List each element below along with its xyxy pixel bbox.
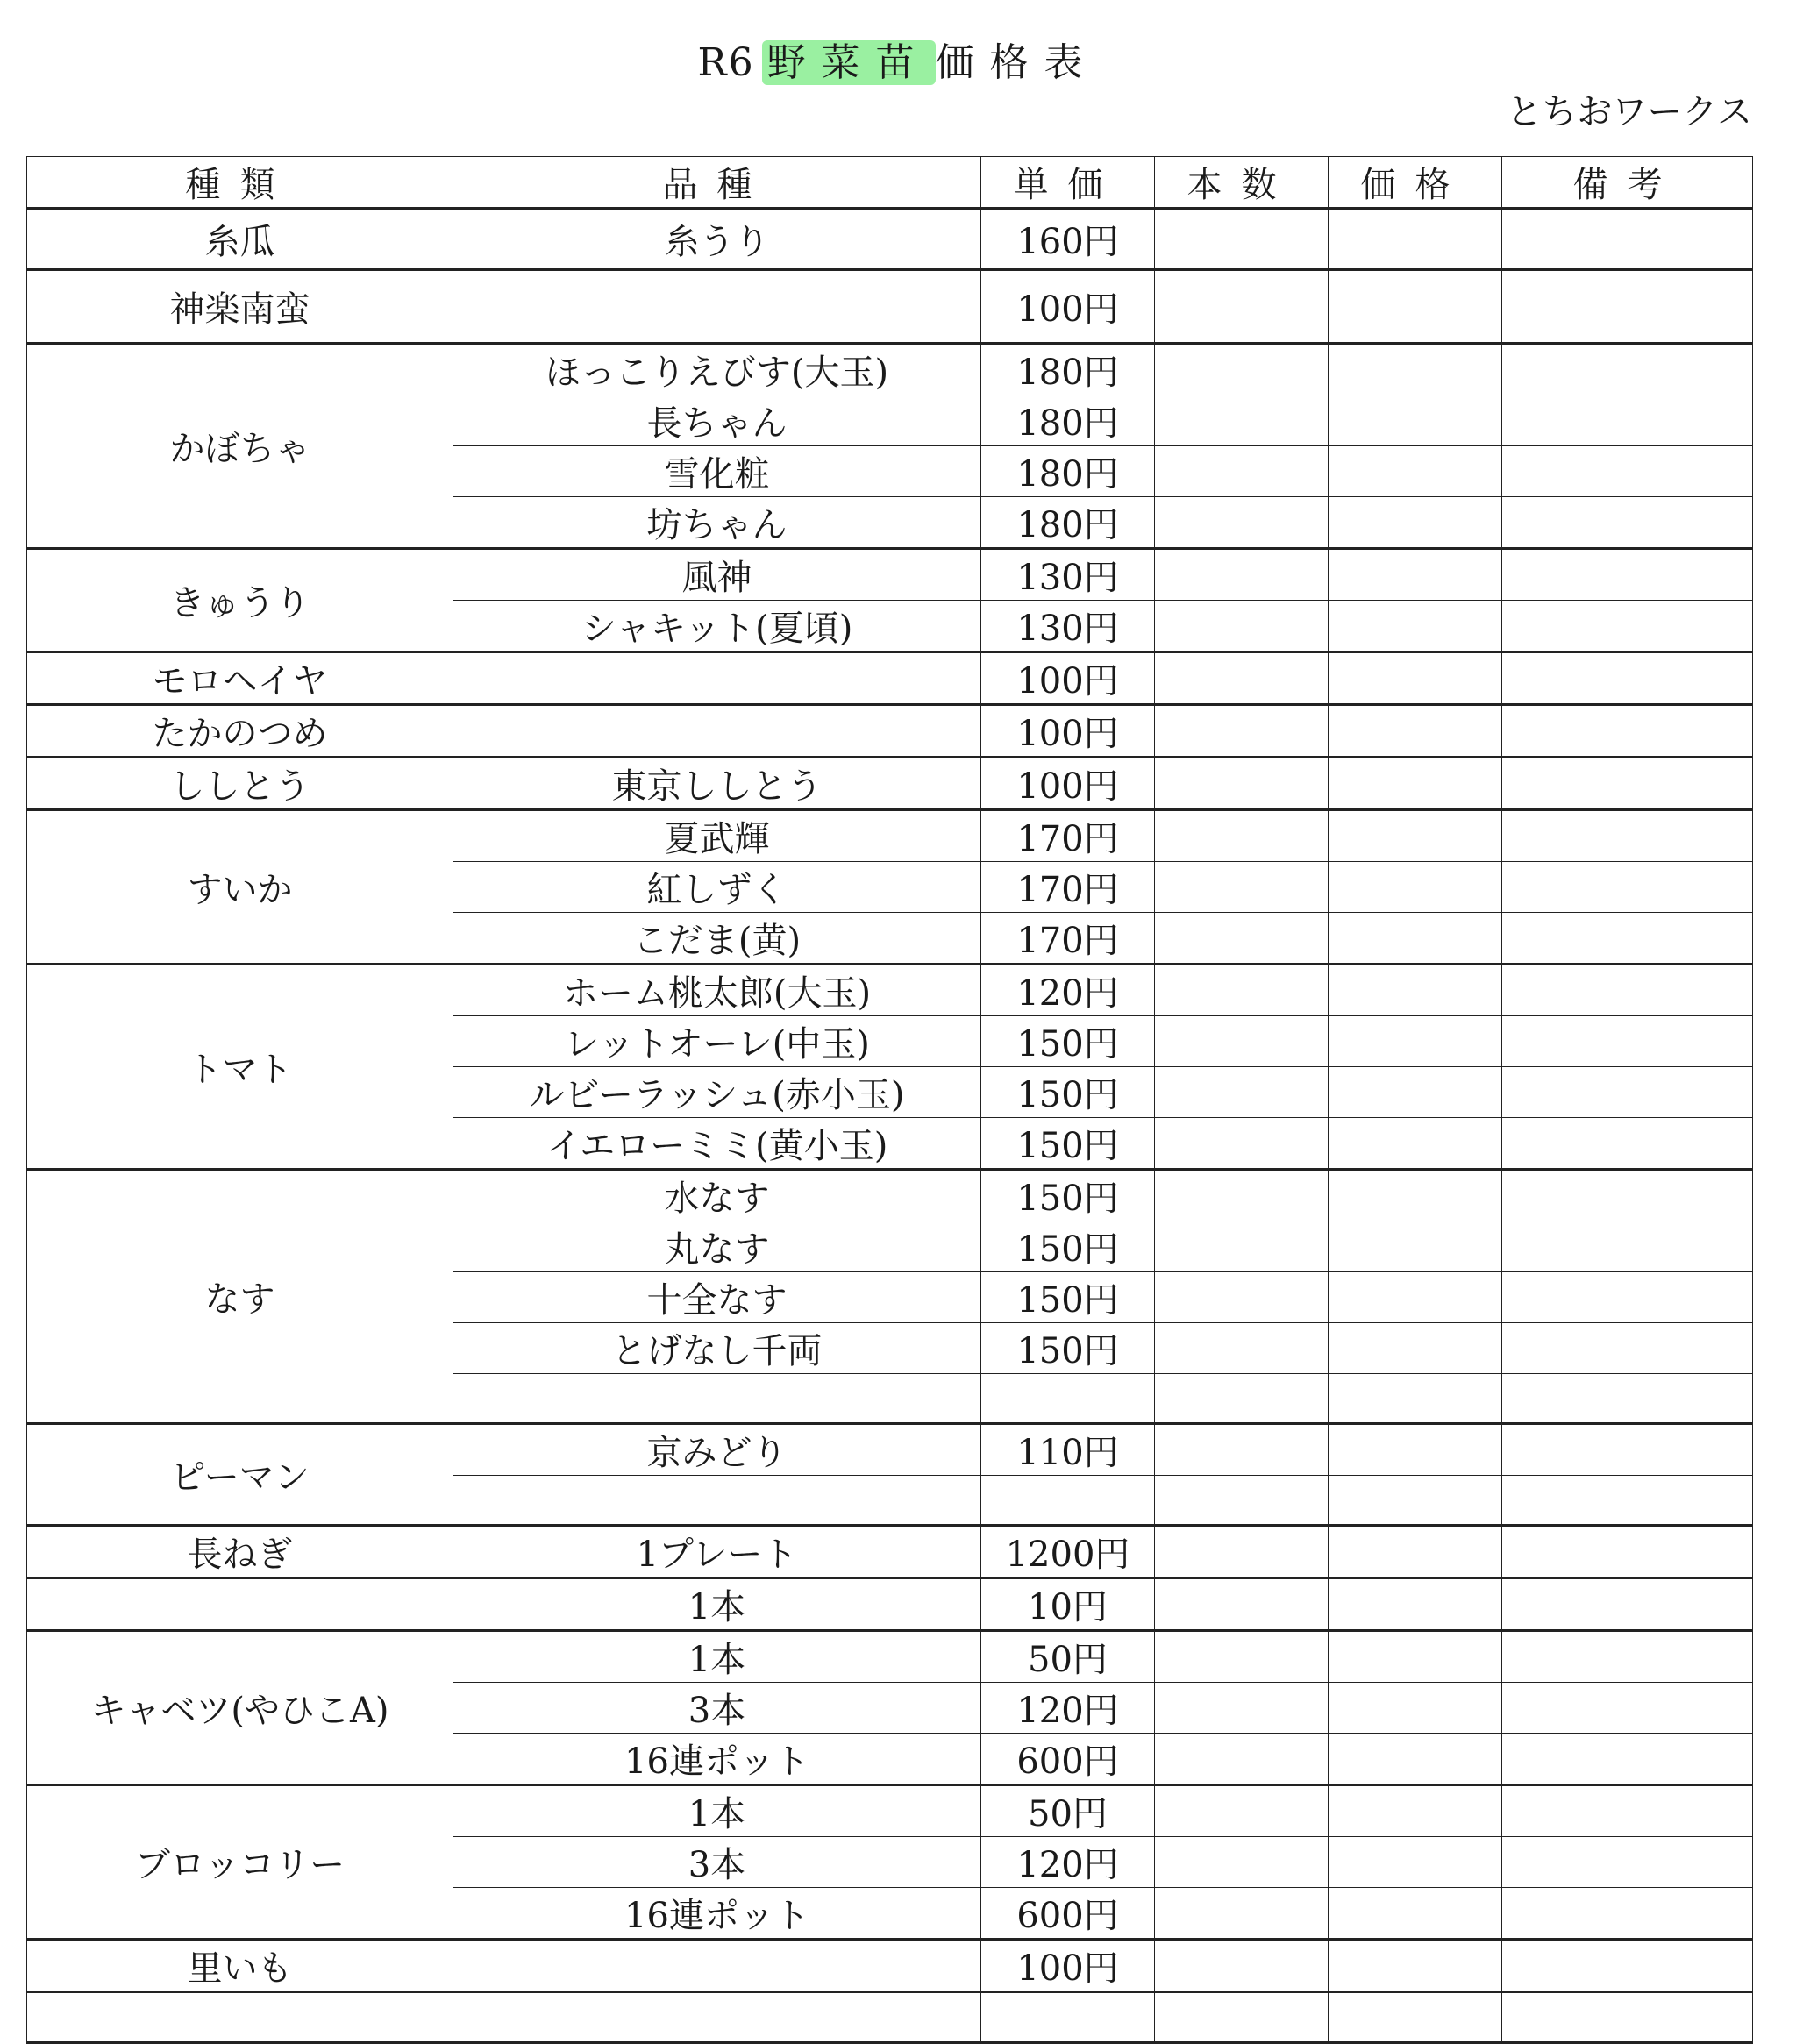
price-cell: 150円 xyxy=(981,1272,1155,1323)
remarks-cell[interactable] xyxy=(1502,1992,1753,2043)
table-row xyxy=(27,209,1753,270)
remarks-cell[interactable] xyxy=(1502,1323,1753,1374)
amount-cell[interactable] xyxy=(1329,1118,1502,1170)
variety-cell: 丸なす xyxy=(453,1221,981,1272)
amount-cell[interactable] xyxy=(1329,1016,1502,1067)
price-cell: 120円 xyxy=(981,1683,1155,1734)
category-cell: たかのつめ xyxy=(27,705,453,758)
table-row xyxy=(27,758,1753,810)
quantity-cell[interactable] xyxy=(1155,705,1329,758)
category-cell: ブロッコリー xyxy=(27,1785,453,1940)
category-cell: 神楽南蛮 xyxy=(27,270,453,344)
quantity-cell[interactable] xyxy=(1155,1221,1329,1272)
category-cell: ピーマン xyxy=(27,1424,453,1526)
price-cell: 600円 xyxy=(981,1734,1155,1785)
variety-cell xyxy=(453,705,981,758)
quantity-cell[interactable] xyxy=(1155,446,1329,497)
remarks-cell[interactable] xyxy=(1502,1888,1753,1940)
amount-cell[interactable] xyxy=(1329,652,1502,705)
column-header: 備考 xyxy=(1502,157,1753,209)
remarks-cell[interactable] xyxy=(1502,446,1753,497)
amount-cell[interactable] xyxy=(1329,913,1502,965)
amount-cell[interactable] xyxy=(1329,601,1502,652)
remarks-cell[interactable] xyxy=(1502,497,1753,549)
price-cell: 10円 xyxy=(981,1578,1155,1631)
quantity-cell[interactable] xyxy=(1155,1631,1329,1683)
remarks-cell[interactable] xyxy=(1502,549,1753,601)
variety-cell: 水なす xyxy=(453,1170,981,1221)
quantity-cell[interactable] xyxy=(1155,1992,1329,2043)
amount-cell[interactable] xyxy=(1329,965,1502,1016)
variety-cell: 紅しずく xyxy=(453,862,981,913)
amount-cell[interactable] xyxy=(1329,1785,1502,1837)
variety-cell: ホーム桃太郎(大玉) xyxy=(453,965,981,1016)
quantity-cell[interactable] xyxy=(1155,1424,1329,1476)
column-header: 種類 xyxy=(27,157,453,209)
remarks-cell[interactable] xyxy=(1502,601,1753,652)
amount-cell[interactable] xyxy=(1329,862,1502,913)
price-cell: 180円 xyxy=(981,497,1155,549)
price-cell: 150円 xyxy=(981,1170,1155,1221)
quantity-cell[interactable] xyxy=(1155,652,1329,705)
variety-cell: シャキット(夏頃) xyxy=(453,601,981,652)
quantity-cell[interactable] xyxy=(1155,1374,1329,1424)
column-header: 本数 xyxy=(1155,157,1329,209)
quantity-cell[interactable] xyxy=(1155,1683,1329,1734)
category-cell: キャベツ(やひこA) xyxy=(27,1631,453,1785)
amount-cell[interactable] xyxy=(1329,209,1502,270)
remarks-cell[interactable] xyxy=(1502,1476,1753,1526)
amount-cell[interactable] xyxy=(1329,1631,1502,1683)
variety-cell: 十全なす xyxy=(453,1272,981,1323)
variety-cell: 16連ポット xyxy=(453,1888,981,1940)
amount-cell[interactable] xyxy=(1329,1734,1502,1785)
title-rest: 価格表 xyxy=(935,40,1099,85)
table-row xyxy=(27,270,1753,344)
price-cell xyxy=(981,1476,1155,1526)
remarks-cell[interactable] xyxy=(1502,965,1753,1016)
amount-cell[interactable] xyxy=(1329,344,1502,395)
quantity-cell[interactable] xyxy=(1155,1837,1329,1888)
price-cell: 50円 xyxy=(981,1785,1155,1837)
quantity-cell[interactable] xyxy=(1155,965,1329,1016)
price-cell: 180円 xyxy=(981,395,1155,446)
quantity-cell[interactable] xyxy=(1155,1323,1329,1374)
remarks-cell[interactable] xyxy=(1502,1734,1753,1785)
price-table xyxy=(26,156,1753,2044)
variety-cell: イエローミミ(黄小玉) xyxy=(453,1118,981,1170)
remarks-cell[interactable] xyxy=(1502,705,1753,758)
price-cell: 600円 xyxy=(981,1888,1155,1940)
quantity-cell[interactable] xyxy=(1155,758,1329,810)
price-cell: 50円 xyxy=(981,1631,1155,1683)
variety-cell xyxy=(453,1992,981,2043)
price-cell: 100円 xyxy=(981,652,1155,705)
variety-cell: 1本 xyxy=(453,1631,981,1683)
header-row xyxy=(27,157,1753,209)
table-body xyxy=(27,209,1753,2043)
quantity-cell[interactable] xyxy=(1155,862,1329,913)
variety-cell: とげなし千両 xyxy=(453,1323,981,1374)
remarks-cell[interactable] xyxy=(1502,1683,1753,1734)
quantity-cell[interactable] xyxy=(1155,395,1329,446)
remarks-cell[interactable] xyxy=(1502,1424,1753,1476)
price-cell xyxy=(981,1374,1155,1424)
quantity-cell[interactable] xyxy=(1155,810,1329,862)
price-cell: 130円 xyxy=(981,549,1155,601)
quantity-cell[interactable] xyxy=(1155,1016,1329,1067)
amount-cell[interactable] xyxy=(1329,1526,1502,1578)
title-highlight: 野菜苗 xyxy=(762,40,936,85)
remarks-cell[interactable] xyxy=(1502,344,1753,395)
column-header: 品種 xyxy=(453,157,981,209)
price-cell: 150円 xyxy=(981,1323,1155,1374)
table-row xyxy=(27,549,1753,601)
amount-cell[interactable] xyxy=(1329,758,1502,810)
variety-cell: 1本 xyxy=(453,1785,981,1837)
amount-cell[interactable] xyxy=(1329,549,1502,601)
column-header: 単価 xyxy=(981,157,1155,209)
price-cell: 150円 xyxy=(981,1067,1155,1118)
amount-cell[interactable] xyxy=(1329,1940,1502,1992)
remarks-cell[interactable] xyxy=(1502,1631,1753,1683)
amount-cell[interactable] xyxy=(1329,1992,1502,2043)
variety-cell: 長ちゃん xyxy=(453,395,981,446)
variety-cell xyxy=(453,652,981,705)
variety-cell: 糸うり xyxy=(453,209,981,270)
price-cell: 180円 xyxy=(981,446,1155,497)
amount-cell[interactable] xyxy=(1329,1683,1502,1734)
quantity-cell[interactable] xyxy=(1155,1734,1329,1785)
price-cell: 120円 xyxy=(981,1837,1155,1888)
category-cell: すいか xyxy=(27,810,453,965)
quantity-cell[interactable] xyxy=(1155,1940,1329,1992)
variety-cell: 3本 xyxy=(453,1837,981,1888)
price-cell: 170円 xyxy=(981,810,1155,862)
table-row xyxy=(27,344,1753,395)
amount-cell[interactable] xyxy=(1329,1323,1502,1374)
table-row xyxy=(27,652,1753,705)
variety-cell: 3本 xyxy=(453,1683,981,1734)
amount-cell[interactable] xyxy=(1329,810,1502,862)
quantity-cell[interactable] xyxy=(1155,1272,1329,1323)
remarks-cell[interactable] xyxy=(1502,913,1753,965)
table-row xyxy=(27,1631,1753,1683)
variety-cell xyxy=(453,1940,981,1992)
variety-cell xyxy=(453,270,981,344)
table-row xyxy=(27,1578,1753,1631)
table-row xyxy=(27,1992,1753,2043)
amount-cell[interactable] xyxy=(1329,497,1502,549)
variety-cell: 風神 xyxy=(453,549,981,601)
remarks-cell[interactable] xyxy=(1502,1221,1753,1272)
remarks-cell[interactable] xyxy=(1502,810,1753,862)
variety-cell: こだま(黄) xyxy=(453,913,981,965)
variety-cell: ほっこりえびす(大玉) xyxy=(453,344,981,395)
category-cell xyxy=(27,1578,453,1631)
variety-cell xyxy=(453,1374,981,1424)
price-cell: 1200円 xyxy=(981,1526,1155,1578)
price-cell: 180円 xyxy=(981,344,1155,395)
remarks-cell[interactable] xyxy=(1502,1785,1753,1837)
amount-cell[interactable] xyxy=(1329,1170,1502,1221)
remarks-cell[interactable] xyxy=(1502,1118,1753,1170)
quantity-cell[interactable] xyxy=(1155,1118,1329,1170)
amount-cell[interactable] xyxy=(1329,1067,1502,1118)
variety-cell: 16連ポット xyxy=(453,1734,981,1785)
variety-cell: 雪化粧 xyxy=(453,446,981,497)
category-cell: かぼちゃ xyxy=(27,344,453,549)
quantity-cell[interactable] xyxy=(1155,1578,1329,1631)
category-cell: トマト xyxy=(27,965,453,1170)
variety-cell: 夏武輝 xyxy=(453,810,981,862)
remarks-cell[interactable] xyxy=(1502,1578,1753,1631)
quantity-cell[interactable] xyxy=(1155,1476,1329,1526)
remarks-cell[interactable] xyxy=(1502,1170,1753,1221)
price-cell xyxy=(981,1992,1155,2043)
price-cell: 110円 xyxy=(981,1424,1155,1476)
price-cell: 150円 xyxy=(981,1221,1155,1272)
remarks-cell[interactable] xyxy=(1502,862,1753,913)
table-row xyxy=(27,1170,1753,1221)
amount-cell[interactable] xyxy=(1329,1476,1502,1526)
quantity-cell[interactable] xyxy=(1155,1170,1329,1221)
remarks-cell[interactable] xyxy=(1502,1526,1753,1578)
amount-cell[interactable] xyxy=(1329,1578,1502,1631)
quantity-cell[interactable] xyxy=(1155,601,1329,652)
category-cell: モロヘイヤ xyxy=(27,652,453,705)
price-cell: 100円 xyxy=(981,705,1155,758)
quantity-cell[interactable] xyxy=(1155,1067,1329,1118)
remarks-cell[interactable] xyxy=(1502,652,1753,705)
category-cell: 里いも xyxy=(27,1940,453,1992)
amount-cell[interactable] xyxy=(1329,1424,1502,1476)
price-cell: 170円 xyxy=(981,862,1155,913)
price-cell: 150円 xyxy=(981,1118,1155,1170)
price-cell: 100円 xyxy=(981,1940,1155,1992)
price-cell: 150円 xyxy=(981,1016,1155,1067)
category-cell: きゅうり xyxy=(27,549,453,652)
variety-cell: 1本 xyxy=(453,1578,981,1631)
remarks-cell[interactable] xyxy=(1502,395,1753,446)
amount-cell[interactable] xyxy=(1329,270,1502,344)
quantity-cell[interactable] xyxy=(1155,209,1329,270)
amount-cell[interactable] xyxy=(1329,1374,1502,1424)
quantity-cell[interactable] xyxy=(1155,913,1329,965)
category-cell: 糸瓜 xyxy=(27,209,453,270)
amount-cell[interactable] xyxy=(1329,395,1502,446)
remarks-cell[interactable] xyxy=(1502,1067,1753,1118)
category-cell xyxy=(27,1992,453,2043)
variety-cell: 1プレート xyxy=(453,1526,981,1578)
variety-cell xyxy=(453,1476,981,1526)
quantity-cell[interactable] xyxy=(1155,1888,1329,1940)
remarks-cell[interactable] xyxy=(1502,209,1753,270)
organization-name: とちおワークス xyxy=(1507,92,1752,132)
price-cell: 160円 xyxy=(981,209,1155,270)
amount-cell[interactable] xyxy=(1329,705,1502,758)
table-row xyxy=(27,1424,1753,1476)
quantity-cell[interactable] xyxy=(1155,344,1329,395)
table-row xyxy=(27,1940,1753,1992)
category-cell: なす xyxy=(27,1170,453,1424)
price-cell: 130円 xyxy=(981,601,1155,652)
column-header: 価格 xyxy=(1329,157,1502,209)
category-cell: 長ねぎ xyxy=(27,1526,453,1578)
remarks-cell[interactable] xyxy=(1502,1272,1753,1323)
table-row xyxy=(27,810,1753,862)
title-prefix: R6 xyxy=(697,40,755,85)
remarks-cell[interactable] xyxy=(1502,1016,1753,1067)
quantity-cell[interactable] xyxy=(1155,1785,1329,1837)
price-cell: 100円 xyxy=(981,270,1155,344)
table-row xyxy=(27,965,1753,1016)
table-row xyxy=(27,1526,1753,1578)
category-cell: ししとう xyxy=(27,758,453,810)
price-cell: 120円 xyxy=(981,965,1155,1016)
amount-cell[interactable] xyxy=(1329,1888,1502,1940)
variety-cell: 坊ちゃん xyxy=(453,497,981,549)
variety-cell: 東京ししとう xyxy=(453,758,981,810)
remarks-cell[interactable] xyxy=(1502,1940,1753,1992)
remarks-cell[interactable] xyxy=(1502,1837,1753,1888)
variety-cell: レットオーレ(中玉) xyxy=(453,1016,981,1067)
remarks-cell[interactable] xyxy=(1502,1374,1753,1424)
price-cell: 170円 xyxy=(981,913,1155,965)
remarks-cell[interactable] xyxy=(1502,758,1753,810)
amount-cell[interactable] xyxy=(1329,1221,1502,1272)
amount-cell[interactable] xyxy=(1329,1272,1502,1323)
variety-cell: ルビーラッシュ(赤小玉) xyxy=(453,1067,981,1118)
amount-cell[interactable] xyxy=(1329,1837,1502,1888)
quantity-cell[interactable] xyxy=(1155,1526,1329,1578)
quantity-cell[interactable] xyxy=(1155,549,1329,601)
table-row xyxy=(27,705,1753,758)
table-row xyxy=(27,1785,1753,1837)
quantity-cell[interactable] xyxy=(1155,270,1329,344)
amount-cell[interactable] xyxy=(1329,446,1502,497)
quantity-cell[interactable] xyxy=(1155,497,1329,549)
remarks-cell[interactable] xyxy=(1502,270,1753,344)
variety-cell: 京みどり xyxy=(453,1424,981,1476)
price-cell: 100円 xyxy=(981,758,1155,810)
